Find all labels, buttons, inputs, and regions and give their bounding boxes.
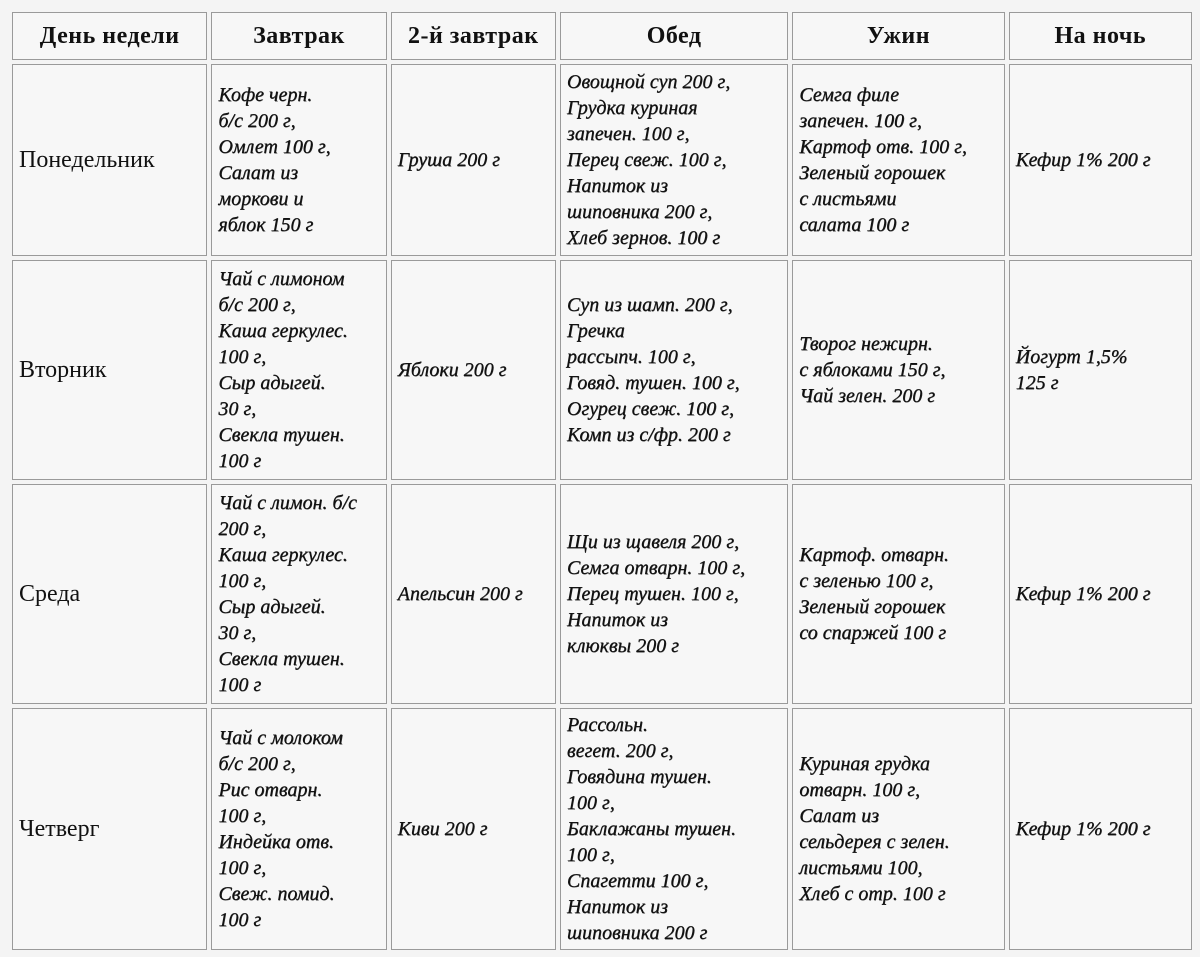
header-night: На ночь [1009,12,1192,60]
dinner-cell: Семга филе запечен. 100 г, Картоф отв. 100 г, Зеленый горошек с листьями салата 100 г [792,64,1004,256]
table-header [12,12,1192,60]
night-cell: Йогурт 1,5% 125 г [1009,260,1192,480]
dinner-cell: Куриная грудка отварн. 100 г, Салат из сельдерея с зелен. листьями 100, Хлеб с отр. 100 г [792,708,1004,950]
header-lunch: Обед [560,12,788,60]
second-breakfast-cell: Апельсин 200 г [391,484,556,704]
second-breakfast-cell: Киви 200 г [391,708,556,950]
breakfast-cell: Чай с лимон. б/с 200 г, Каша геркулес. 100 г, Сыр адыгей. 30 г, Свекла тушен. 100 г [211,484,386,704]
lunch-cell: Рассольн. вегет. 200 г, Говядина тушен. 100 г, Баклажаны тушен. 100 г, Спагетти 100 г, Напиток из шиповника 200 г [560,708,788,950]
day-cell: Понедельник [12,64,207,256]
second-breakfast-cell: Груша 200 г [391,64,556,256]
table-row [12,708,1192,950]
header-day: День недели [12,12,207,60]
night-cell: Кефир 1% 200 г [1009,64,1192,256]
lunch-cell: Суп из шамп. 200 г, Гречка рассыпч. 100 г, Говяд. тушен. 100 г, Огурец свеж. 100 г, Комп из с/фр. 200 г [560,260,788,480]
table-row [12,484,1192,704]
breakfast-cell: Кофе черн. б/с 200 г, Омлет 100 г, Салат из моркови и яблок 150 г [211,64,386,256]
header-breakfast: Завтрак [211,12,386,60]
night-cell: Кефир 1% 200 г [1009,708,1192,950]
lunch-cell: Щи из щавеля 200 г, Семга отварн. 100 г, Перец тушен. 100 г, Напиток из клюквы 200 г [560,484,788,704]
table-body [12,64,1192,950]
dinner-cell: Картоф. отварн. с зеленью 100 г, Зеленый горошек со спаржей 100 г [792,484,1004,704]
second-breakfast-cell: Яблоки 200 г [391,260,556,480]
night-cell: Кефир 1% 200 г [1009,484,1192,704]
day-cell: Четверг [12,708,207,950]
header-second-breakfast: 2-й завтрак [391,12,556,60]
header-dinner: Ужин [792,12,1004,60]
header-row [12,12,1192,60]
day-cell: Среда [12,484,207,704]
breakfast-cell: Чай с лимоном б/с 200 г, Каша геркулес. 100 г, Сыр адыгей. 30 г, Свекла тушен. 100 г [211,260,386,480]
lunch-cell: Овощной суп 200 г, Грудка куриная запечен. 100 г, Перец свеж. 100 г, Напиток из шиповника 200 г, Хлеб зернов. 100 г [560,64,788,256]
dinner-cell: Творог нежирн. с яблоками 150 г, Чай зелен. 200 г [792,260,1004,480]
day-cell: Вторник [12,260,207,480]
diet-menu-table [8,8,1196,954]
table-row [12,260,1192,480]
table-row [12,64,1192,256]
breakfast-cell: Чай с молоком б/с 200 г, Рис отварн. 100 г, Индейка отв. 100 г, Свеж. помид. 100 г [211,708,386,950]
